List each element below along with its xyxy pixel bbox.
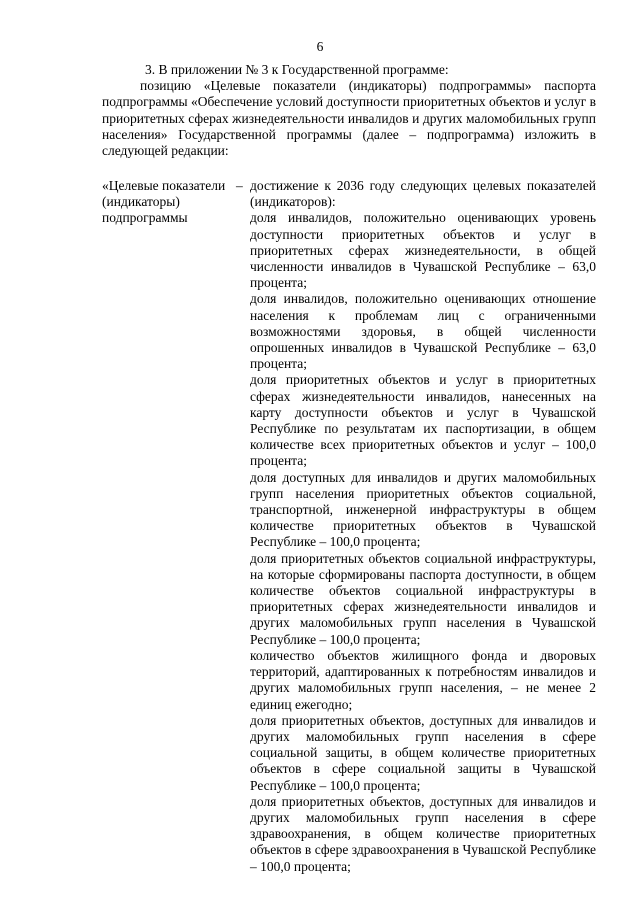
indicator-item: количество объектов жилищного фонда и дворовых территорий, адаптированных к потребностям инвалидов и других маломобильных групп населения, – не менее 2 единиц ежегодно; [250, 647, 596, 712]
page-number: 6 [316, 39, 324, 54]
table-left-label: «Целевые показатели (индикаторы) подпрограммы [102, 178, 226, 226]
intro-paragraph [102, 62, 596, 159]
table-dash: – [236, 178, 243, 193]
indicator-list [250, 178, 596, 875]
indicator-item: доля приоритетных объектов, доступных для инвалидов и других маломобильных групп населения в сфере здравоохранения, в общем количестве приоритетных объектов в сфере здравоохранения в Чувашской Республике – 100,0 процента; [250, 793, 596, 874]
indicator-item: доля приоритетных объектов и услуг в приоритетных сферах жизнедеятельности инвалидов, нанесенных на карту доступности объектов и услуг в Чувашской Республике по результатам их паспортизации, в общем количестве всех приоритетных объектов и услуг – 100,0 процента; [250, 372, 596, 469]
indicator-item: доля доступных для инвалидов и других маломобильных групп населения приоритетных объектов социальной, транспортной, инженерной инфраструктуры в общем количестве приоритетных объектов в Чувашской Республике – 100,0 процента; [250, 469, 596, 550]
indicator-item: достижение к 2036 году следующих целевых показателей (индикаторов): [250, 178, 596, 210]
indicator-item: доля приоритетных объектов социальной инфраструктуры, на которые сформированы паспорта доступности, в общем количестве объектов социальной инфраструктуры в приоритетных сферах жизнедеятельности инвалидов и других маломобильных групп населения в Чувашской Республике – 100,0 процента; [250, 550, 596, 647]
intro-line-2: позицию «Целевые показатели (индикаторы) подпрограммы» паспорта подпрограммы «Обеспечение условий доступности приоритетных объектов и услуг в приоритетных сферах жизнедеятельности инвалидов и других маломобильных групп населения» Государственной программы (далее – подпрограмма) изложить в следующей редакции: [102, 78, 596, 159]
indicator-item: доля инвалидов, положительно оценивающих отношение населения к проблемам лиц с ограниченными возможностями здоровья, в общей численности опрошенных инвалидов в Чувашской Республике – 63,0 процента; [250, 291, 596, 372]
intro-line-1: 3. В приложении № 3 к Государственной программе: [145, 62, 449, 77]
indicator-item: доля инвалидов, положительно оценивающих уровень доступности приоритетных объектов и услуг в приоритетных сферах жизнедеятельности, в общей численности инвалидов в Чувашской Республике – 63,0 процента; [250, 210, 596, 291]
indicator-item: доля приоритетных объектов, доступных для инвалидов и других маломобильных групп населения в сфере социальной защиты, в общем количестве приоритетных объектов в сфере социальной защиты в Чувашской Республике – 100,0 процента; [250, 712, 596, 793]
